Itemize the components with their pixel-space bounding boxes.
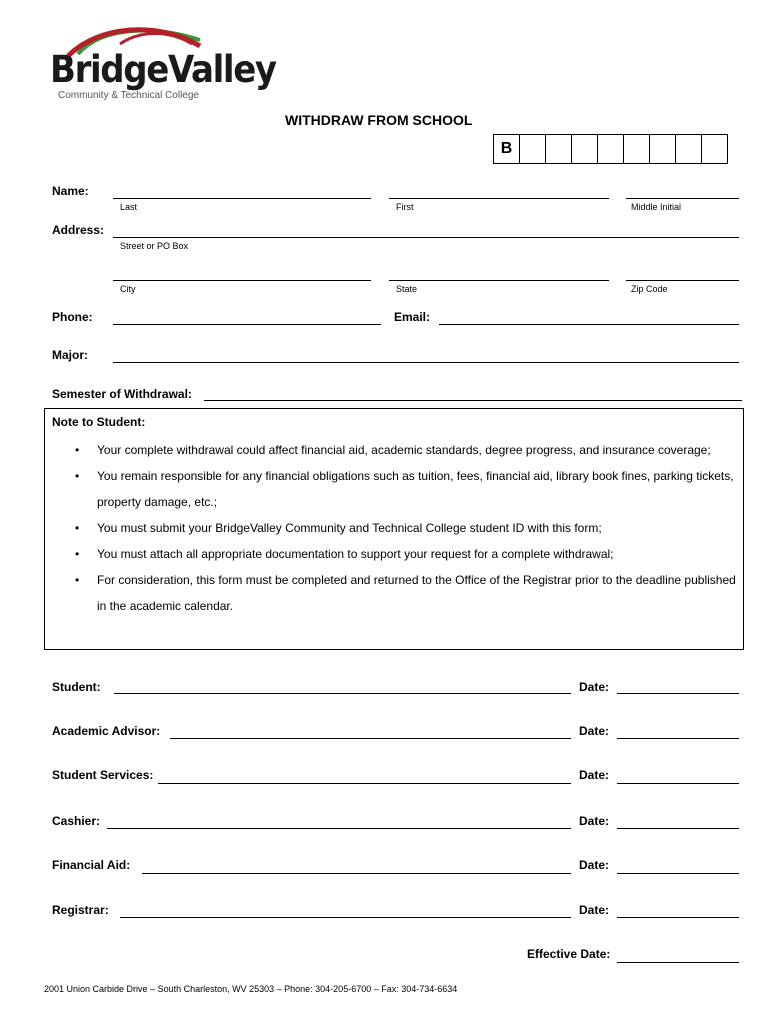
registrar-signature-field[interactable] bbox=[120, 917, 571, 918]
effective-date-field[interactable] bbox=[617, 962, 739, 963]
city-field[interactable] bbox=[113, 280, 371, 281]
phone-field[interactable] bbox=[113, 324, 381, 325]
last-name-field[interactable] bbox=[113, 198, 371, 199]
registrar-signature-label: Registrar: bbox=[52, 903, 109, 917]
email-field[interactable] bbox=[439, 324, 739, 325]
state-field[interactable] bbox=[389, 280, 609, 281]
note-title: Note to Student: bbox=[52, 415, 146, 429]
note-item: • You remain responsible for any financial obligations such as tuition, fees, financial aid, library book fines, parking tickets, property damage, etc.; bbox=[97, 463, 737, 515]
financial-aid-date-field[interactable] bbox=[617, 873, 739, 874]
first-name-field[interactable] bbox=[389, 198, 609, 199]
major-field[interactable] bbox=[113, 362, 739, 363]
student-date-field[interactable] bbox=[617, 693, 739, 694]
note-to-student bbox=[44, 408, 744, 650]
middle-caption: Middle Initial bbox=[631, 202, 682, 212]
semester-label: Semester of Withdrawal: bbox=[52, 387, 192, 401]
advisor-date-field[interactable] bbox=[617, 738, 739, 739]
services-date-field[interactable] bbox=[617, 783, 739, 784]
major-label: Major: bbox=[52, 348, 88, 362]
id-digit[interactable] bbox=[546, 135, 572, 163]
id-digit[interactable] bbox=[676, 135, 702, 163]
effective-date-label: Effective Date: bbox=[527, 947, 611, 961]
last-caption: Last bbox=[120, 202, 138, 212]
cashier-signature-label: Cashier: bbox=[52, 814, 101, 828]
zip-caption: Zip Code bbox=[631, 284, 668, 294]
note-item: • You must attach all appropriate documentation to support your request for a complete withdrawal; bbox=[97, 541, 737, 567]
id-prefix: B bbox=[494, 135, 520, 163]
date-label: Date: bbox=[579, 680, 610, 694]
student-id-box[interactable] bbox=[493, 134, 728, 164]
services-signature-label: Student Services: bbox=[52, 768, 154, 782]
id-digit[interactable] bbox=[598, 135, 624, 163]
middle-initial-field[interactable] bbox=[626, 198, 739, 199]
note-list bbox=[45, 437, 737, 619]
semester-field[interactable] bbox=[204, 400, 742, 401]
date-label: Date: bbox=[579, 724, 610, 738]
logo-name: BridgeValley bbox=[50, 48, 276, 91]
state-caption: State bbox=[396, 284, 418, 294]
phone-label: Phone: bbox=[52, 310, 93, 324]
note-item: • For consideration, this form must be completed and returned to the Office of the Registrar prior to the deadline published in the academic calendar. bbox=[97, 567, 737, 619]
student-signature-field[interactable] bbox=[114, 693, 571, 694]
note-item: • Your complete withdrawal could affect financial aid, academic standards, degree progress, and insurance coverage; bbox=[97, 437, 737, 463]
advisor-signature-field[interactable] bbox=[170, 738, 571, 739]
logo-subtitle: Community & Technical College bbox=[58, 90, 199, 101]
services-signature-field[interactable] bbox=[158, 783, 571, 784]
financial-aid-signature-field[interactable] bbox=[142, 873, 571, 874]
footer-address: 2001 Union Carbide Drive – South Charleston, WV 25303 – Phone: 304-205-6700 – Fax: 304-734-6634 bbox=[44, 984, 458, 994]
form-title: WITHDRAW FROM SCHOOL bbox=[285, 112, 473, 128]
street-caption: Street or PO Box bbox=[120, 241, 189, 251]
first-caption: First bbox=[396, 202, 414, 212]
registrar-date-field[interactable] bbox=[617, 917, 739, 918]
date-label: Date: bbox=[579, 858, 610, 872]
date-label: Date: bbox=[579, 903, 610, 917]
id-digit[interactable] bbox=[650, 135, 676, 163]
cashier-date-field[interactable] bbox=[617, 828, 739, 829]
zip-field[interactable] bbox=[626, 280, 739, 281]
cashier-signature-field[interactable] bbox=[107, 828, 571, 829]
id-digit[interactable] bbox=[624, 135, 650, 163]
financial-aid-signature-label: Financial Aid: bbox=[52, 858, 131, 872]
date-label: Date: bbox=[579, 814, 610, 828]
date-label: Date: bbox=[579, 768, 610, 782]
student-signature-label: Student: bbox=[52, 680, 101, 694]
advisor-signature-label: Academic Advisor: bbox=[52, 724, 161, 738]
id-digit[interactable] bbox=[702, 135, 727, 163]
name-label: Name: bbox=[52, 184, 89, 198]
email-label: Email: bbox=[394, 310, 431, 324]
note-item: • You must submit your BridgeValley Community and Technical College student ID with this form; bbox=[97, 515, 737, 541]
city-caption: City bbox=[120, 284, 136, 294]
id-digit[interactable] bbox=[520, 135, 546, 163]
street-field[interactable] bbox=[113, 237, 739, 238]
id-digit[interactable] bbox=[572, 135, 598, 163]
address-label: Address: bbox=[52, 223, 105, 237]
